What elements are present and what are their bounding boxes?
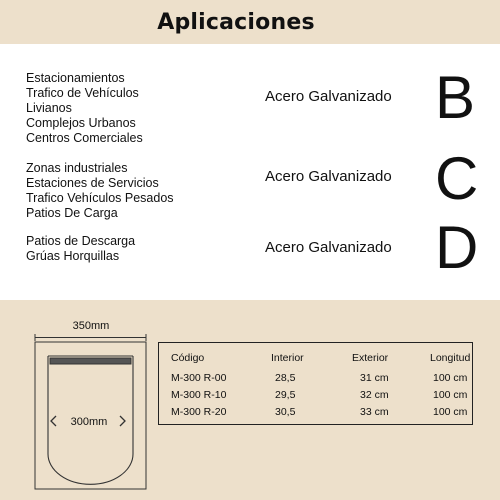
column-header-interior: Interior	[271, 352, 304, 364]
table-header-row	[159, 352, 472, 368]
specs-table	[158, 342, 473, 425]
channel-cross-section-drawing	[30, 314, 152, 490]
cell-length: 100 cm	[433, 406, 468, 418]
application-list	[26, 71, 143, 146]
table-row	[159, 389, 472, 405]
list-item: Centros Comerciales	[26, 131, 143, 145]
arrow-right-icon	[120, 416, 125, 426]
cell-length: 100 cm	[433, 372, 468, 384]
table-row	[159, 372, 472, 388]
specs-band	[0, 300, 500, 500]
cell-code: M-300 R-00	[171, 372, 227, 384]
inner-dimension-label: 300mm	[70, 416, 108, 428]
applications-panel	[0, 44, 500, 300]
grating-cover	[50, 358, 131, 364]
cell-exterior: 32 cm	[360, 389, 389, 401]
load-class-letter: B	[435, 64, 476, 131]
list-item: Grúas Horquillas	[26, 249, 120, 263]
cell-code: M-300 R-10	[171, 389, 227, 401]
column-header-code: Código	[171, 352, 205, 364]
list-item: Trafico Vehículos Pesados	[26, 191, 174, 205]
list-item: Complejos Urbanos	[26, 116, 136, 130]
cell-exterior: 31 cm	[360, 372, 389, 384]
cell-interior: 30,5	[275, 406, 296, 418]
load-class-letter: D	[435, 214, 479, 281]
table-row	[159, 406, 472, 422]
application-list	[26, 161, 174, 221]
header-band	[0, 0, 500, 44]
load-class-letter: C	[435, 145, 479, 212]
list-item: Estaciones de Servicios	[26, 176, 159, 190]
column-header-length: Longitud	[430, 352, 471, 364]
application-list	[26, 234, 135, 264]
material-label: Acero Galvanizado	[265, 88, 392, 105]
cell-exterior: 33 cm	[360, 406, 389, 418]
material-label: Acero Galvanizado	[265, 168, 392, 185]
list-item: Estacionamientos	[26, 71, 125, 85]
list-item: Patios de Descarga	[26, 234, 136, 248]
material-label: Acero Galvanizado	[265, 239, 392, 256]
arrow-left-icon	[51, 416, 56, 426]
width-dimension-label: 350mm	[72, 320, 110, 332]
page-title: Aplicaciones	[157, 10, 315, 35]
cell-length: 100 cm	[433, 389, 468, 401]
list-item: Patios De Carga	[26, 206, 118, 220]
list-item: Trafico de Vehículos	[26, 86, 139, 100]
cell-interior: 29,5	[275, 389, 296, 401]
list-item: Livianos	[26, 101, 72, 115]
column-header-exterior: Exterior	[352, 352, 389, 364]
cell-code: M-300 R-20	[171, 406, 227, 418]
cell-interior: 28,5	[275, 372, 296, 384]
list-item: Zonas industriales	[26, 161, 128, 175]
